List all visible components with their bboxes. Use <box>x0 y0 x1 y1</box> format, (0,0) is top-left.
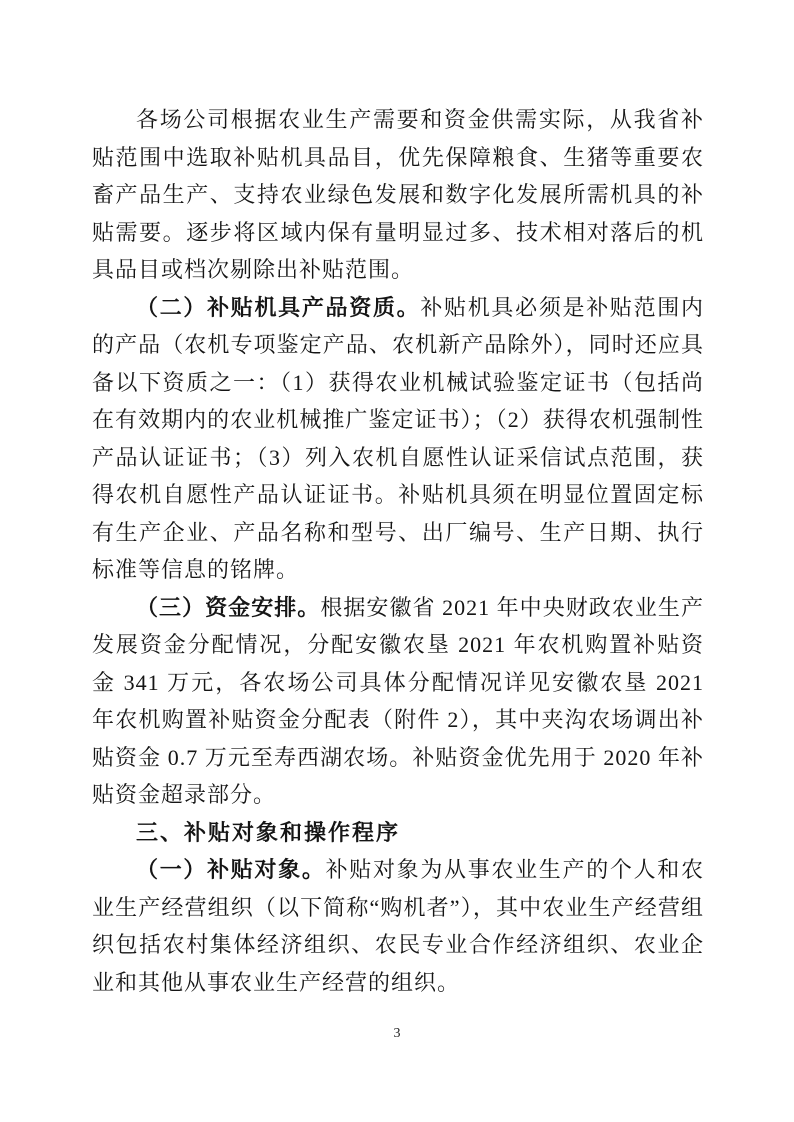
paragraph-fund-arrangement <box>92 589 704 814</box>
paragraph-lead: （三）资金安排。 <box>136 594 321 620</box>
paragraph-product-qualification <box>92 289 704 589</box>
paragraph-machinery-selection <box>92 101 704 289</box>
page-number: 3 <box>393 1026 401 1041</box>
paragraph-text: 根据安徽省 2021 年中央财政农业生产发展资金分配情况，分配安徽农垦 2021 年农机购置补贴资金 341 万元，各农场公司具体分配情况详见安徽农垦 2021 年农机购置补贴资金分配表（附件 2），其中夹沟农场调出补贴资金 0.7 万元至寿西湖农场。补贴资金优先用于 2020 年补贴资金超录部分。 <box>92 594 704 807</box>
section-heading-subsidy-targets <box>92 814 704 852</box>
paragraph-text: 补贴机具必须是补贴范围内的产品（农机专项鉴定产品、农机新产品除外），同时还应具备以下资质之一：（1）获得农业机械试验鉴定证书（包括尚在有效期内的农业机械推广鉴定证书）；（2）获得农机强制性产品认证证书；（3）列入农机自愿性认证采信试点范围，获得农机自愿性产品认证证书。补贴机具须在明显位置固定标有生产企业、产品名称和型号、出厂编号、生产日期、执行标准等信息的铭牌。 <box>92 294 704 582</box>
document-body <box>92 101 704 1001</box>
heading-text: 三、补贴对象和操作程序 <box>136 819 401 845</box>
paragraph-text: 各场公司根据农业生产需要和资金供需实际，从我省补贴范围中选取补贴机具品目，优先保障粮食、生猪等重要农畜产品生产、支持农业绿色发展和数字化发展所需机具的补贴需要。逐步将区域内保有量明显过多、技术相对落后的机具品目或档次剔除出补贴范围。 <box>92 107 704 282</box>
paragraph-subsidy-targets <box>92 851 704 1001</box>
paragraph-lead: （一）补贴对象。 <box>136 857 326 882</box>
paragraph-text: 补贴对象为从事农业生产的个人和农业生产经营组织（以下简称“购机者”），其中农业生产经营组织包括农村集体经济组织、农民专业合作经济组织、农业企业和其他从事农业生产经营的组织。 <box>92 857 704 995</box>
paragraph-lead: （二）补贴机具产品资质。 <box>136 294 421 320</box>
